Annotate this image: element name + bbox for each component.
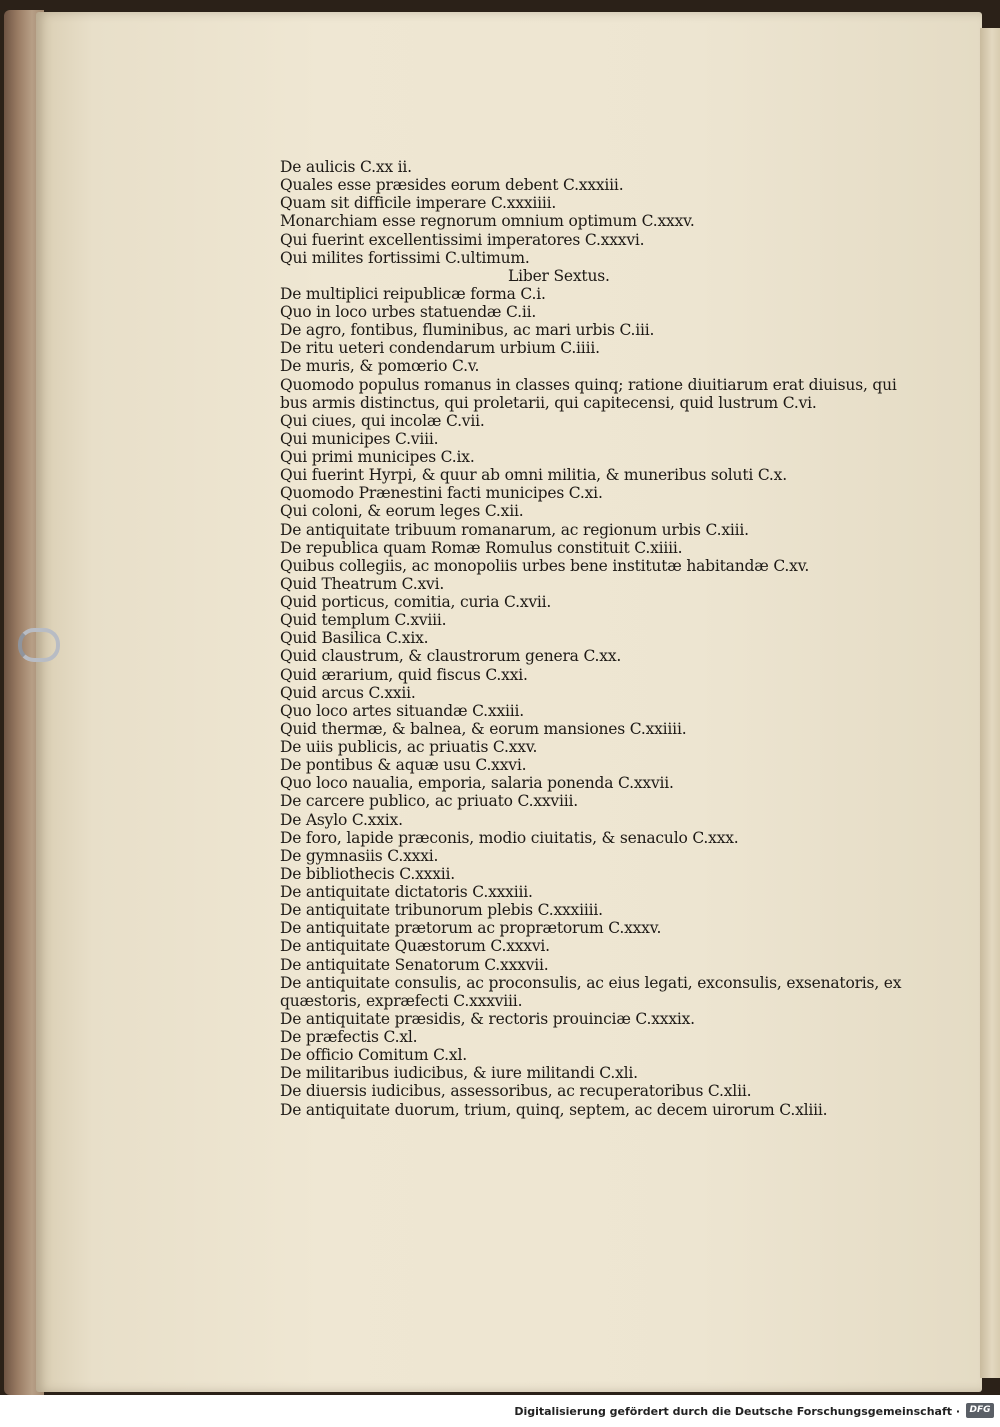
toc-line: De Asylo C.xxix. xyxy=(280,810,403,829)
toc-line: Quales esse præsides eorum debent C.xxxiii. xyxy=(280,176,624,195)
toc-line: Qui fuerint excellentissimi imperatores C.xxxvi. xyxy=(280,230,645,249)
toc-line: Qui coloni, & eorum leges C.xii. xyxy=(280,502,524,521)
toc-line: De antiquitate tribunorum plebis C.xxxiiii. xyxy=(280,901,603,920)
toc-line: Qui milites fortissimi C.ultimum. xyxy=(280,248,530,267)
toc-line: Quo loco artes situandæ C.xxiii. xyxy=(280,701,524,720)
toc-line: Quo in loco urbes statuendæ C.ii. xyxy=(280,303,537,321)
toc-line: Quid Basilica C.xix. xyxy=(280,629,429,648)
toc-line: De gymnasiis C.xxxi. xyxy=(280,846,439,865)
toc-line: De aulicis C.xx ii. xyxy=(280,158,412,176)
toc-line: Quid ærarium, quid fiscus C.xxi. xyxy=(280,665,528,684)
toc-line: Quid thermæ, & balnea, & eorum mansiones C.xxiiii. xyxy=(280,719,687,738)
toc-line: Quid arcus C.xxii. xyxy=(280,683,416,702)
toc-line: De ritu ueteri condendarum urbium C.iiii. xyxy=(280,339,600,358)
toc-line: Qui municipes C.viii. xyxy=(280,429,439,448)
toc-line: Quam sit difficile imperare C.xxxiiii. xyxy=(280,194,557,213)
funding-notice: Digitalisierung gefördert durch die Deutsche Forschungsgemeinschaft · xyxy=(514,1405,960,1418)
toc-line: bus armis distinctus, qui proletarii, qui capitecensi, quid lustrum C.vi. xyxy=(280,393,817,412)
toc-line: De præfectis C.xl. xyxy=(280,1028,418,1046)
toc-line: Quomodo Prænestini facti municipes C.xi. xyxy=(280,484,603,503)
toc-line: De multiplici reipublicæ forma C.i. xyxy=(280,284,546,303)
toc-line: De antiquitate dictatoris C.xxxiii. xyxy=(280,883,533,901)
toc-line: Qui fuerint Hyrpi, & quur ab omni militia, & muneribus soluti C.x. xyxy=(280,466,787,485)
toc-line: Quibus collegiis, ac monopoliis urbes bene institutæ habitandæ C.xv. xyxy=(280,556,810,575)
toc-line: Quid porticus, comitia, curia C.xvii. xyxy=(280,593,552,611)
toc-line: De foro, lapide præconis, modio ciuitatis, & senaculo C.xxx. xyxy=(280,828,739,847)
toc-line: Quid claustrum, & claustrorum genera C.xx. xyxy=(280,647,622,666)
dfg-logo: DFG xyxy=(966,1403,994,1418)
toc-line: De antiquitate tribuum romanarum, ac regionum urbis C.xiii. xyxy=(280,520,749,539)
toc-line: De carcere publico, ac priuato C.xxviii. xyxy=(280,792,578,811)
toc-line: De bibliothecis C.xxxii. xyxy=(280,864,455,883)
toc-line: De antiquitate Senatorum C.xxxvii. xyxy=(280,955,549,974)
toc-line: De antiquitate præsidis, & rectoris prouinciæ C.xxxix. xyxy=(280,1009,695,1028)
toc-line: Quo loco naualia, emporia, salaria ponenda C.xxvii. xyxy=(280,774,674,793)
toc-line: De antiquitate Quæstorum C.xxxvi. xyxy=(280,937,550,956)
toc-line: De agro, fontibus, fluminibus, ac mari urbis C.iii. xyxy=(280,321,655,340)
toc-line: De diuersis iudicibus, assessoribus, ac recuperatoribus C.xlii. xyxy=(280,1082,752,1101)
toc-line: De pontibus & aquæ usu C.xxvi. xyxy=(280,756,527,775)
toc-line: De officio Comitum C.xl. xyxy=(280,1046,467,1065)
toc-line: De antiquitate prætorum ac proprætorum C.xxxv. xyxy=(280,919,662,938)
page-clip xyxy=(18,628,60,662)
toc-line: Qui primi municipes C.ix. xyxy=(280,448,475,466)
toc-line: Quomodo populus romanus in classes quinq; ratione diuitiarum erat diuisus, qui xyxy=(280,375,897,394)
toc-line: Quid Theatrum C.xvi. xyxy=(280,574,445,593)
toc-line: De uiis publicis, ac priuatis C.xxv. xyxy=(280,738,538,756)
toc-line: Monarchiam esse regnorum omnium optimum C.xxxv. xyxy=(280,212,695,231)
facing-page-edge xyxy=(980,28,1000,1378)
toc-line: De republica quam Romæ Romulus constituit C.xiiii. xyxy=(280,538,683,557)
toc-line: De militaribus iudicibus, & iure militandi C.xli. xyxy=(280,1064,638,1083)
toc-line: Quid templum C.xviii. xyxy=(280,611,447,630)
digitization-footer xyxy=(0,1395,1000,1427)
toc-line: Qui ciues, qui incolæ C.vii. xyxy=(280,411,485,430)
book-heading: Liber Sextus. xyxy=(508,266,610,285)
toc-line: quæstoris, expræfecti C.xxxviii. xyxy=(280,991,523,1010)
table-of-contents xyxy=(280,158,902,1119)
toc-line: De antiquitate duorum, trium, quinq, septem, ac decem uirorum C.xliii. xyxy=(280,1100,828,1119)
toc-line: De muris, & pomœrio C.v. xyxy=(280,357,480,376)
toc-line: De antiquitate consulis, ac proconsulis, ac eius legati, exconsulis, exsenatoris, ex xyxy=(280,973,902,992)
